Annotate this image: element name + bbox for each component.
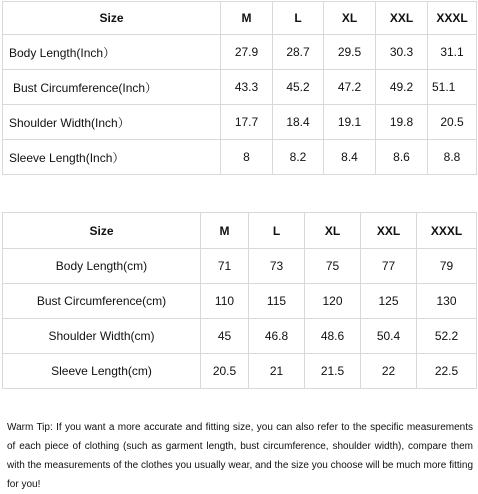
header-cell: M [201, 213, 249, 249]
table-header-row [3, 2, 477, 35]
table-cell: 29.5 [324, 35, 376, 70]
table-cell: 48.6 [305, 319, 361, 354]
table-cell: 79 [417, 249, 477, 284]
table-row [3, 70, 477, 105]
row-label: Shoulder Width(Inch） [3, 105, 221, 140]
row-label: Body Length(cm) [3, 249, 201, 284]
row-label: Bust Circumference(Inch） [3, 70, 221, 105]
table-cell: 20.5 [428, 105, 477, 140]
row-label: Bust Circumference(cm) [3, 284, 201, 319]
header-cell: XXL [361, 213, 417, 249]
table-cell: 46.8 [249, 319, 305, 354]
table-cell: 45 [201, 319, 249, 354]
table-cell: 22.5 [417, 354, 477, 389]
header-cell: XXXL [417, 213, 477, 249]
table-cell: 8.4 [324, 140, 376, 175]
header-cell: Size [3, 213, 201, 249]
table-cell: 120 [305, 284, 361, 319]
table-cell: 77 [361, 249, 417, 284]
header-cell: Size [3, 2, 221, 35]
table-row [3, 35, 477, 70]
table-cell: 21.5 [305, 354, 361, 389]
table-row [3, 354, 477, 389]
table-cell: 21 [249, 354, 305, 389]
header-cell: XL [305, 213, 361, 249]
size-chart-inch-table [2, 1, 477, 175]
table-cell: 22 [361, 354, 417, 389]
table-cell: 130 [417, 284, 477, 319]
header-cell: XL [324, 2, 376, 35]
table-cell: 52.2 [417, 319, 477, 354]
header-cell: L [273, 2, 324, 35]
table-cell: 8 [221, 140, 273, 175]
table-cell: 110 [201, 284, 249, 319]
row-label: Sleeve Length(cm) [3, 354, 201, 389]
table-cell: 45.2 [273, 70, 324, 105]
table-row [3, 249, 477, 284]
header-cell: M [221, 2, 273, 35]
row-label: Sleeve Length(Inch） [3, 140, 221, 175]
table-cell: 115 [249, 284, 305, 319]
table-cell: 43.3 [221, 70, 273, 105]
table-cell: 75 [305, 249, 361, 284]
table-row [3, 319, 477, 354]
table-row [3, 140, 477, 175]
table-cell: 28.7 [273, 35, 324, 70]
size-chart-cm-table [2, 212, 477, 389]
header-cell: XXL [376, 2, 428, 35]
table-cell: 50.4 [361, 319, 417, 354]
table-cell: 71 [201, 249, 249, 284]
table-cell: 73 [249, 249, 305, 284]
table-cell: 8.8 [428, 140, 477, 175]
table-cell: 47.2 [324, 70, 376, 105]
table-cell: 18.4 [273, 105, 324, 140]
warm-tip-text: Warm Tip: If you want a more accurate and fitting size, you can also refer to the specific measurements of each piece of clothing (such as garment length, bust circumference, shoulder width), compare them with the measurements of the clothes you usually wear, and the size you choose will be much more fitting for you! [7, 422, 473, 490]
table-cell: 8.2 [273, 140, 324, 175]
row-label: Body Length(Inch） [3, 35, 221, 70]
table-cell: 49.2 [376, 70, 428, 105]
header-cell: L [249, 213, 305, 249]
table-row [3, 284, 477, 319]
table-cell: 51.1 [428, 70, 477, 105]
header-cell: XXXL [428, 2, 477, 35]
table-header-row [3, 213, 477, 249]
table-cell: 19.8 [376, 105, 428, 140]
table-cell: 17.7 [221, 105, 273, 140]
table-cell: 8.6 [376, 140, 428, 175]
table-cell: 31.1 [428, 35, 477, 70]
table-row [3, 105, 477, 140]
table-cell: 20.5 [201, 354, 249, 389]
table-cell: 19.1 [324, 105, 376, 140]
table-cell: 30.3 [376, 35, 428, 70]
row-label: Shoulder Width(cm) [3, 319, 201, 354]
table-cell: 27.9 [221, 35, 273, 70]
table-cell: 125 [361, 284, 417, 319]
